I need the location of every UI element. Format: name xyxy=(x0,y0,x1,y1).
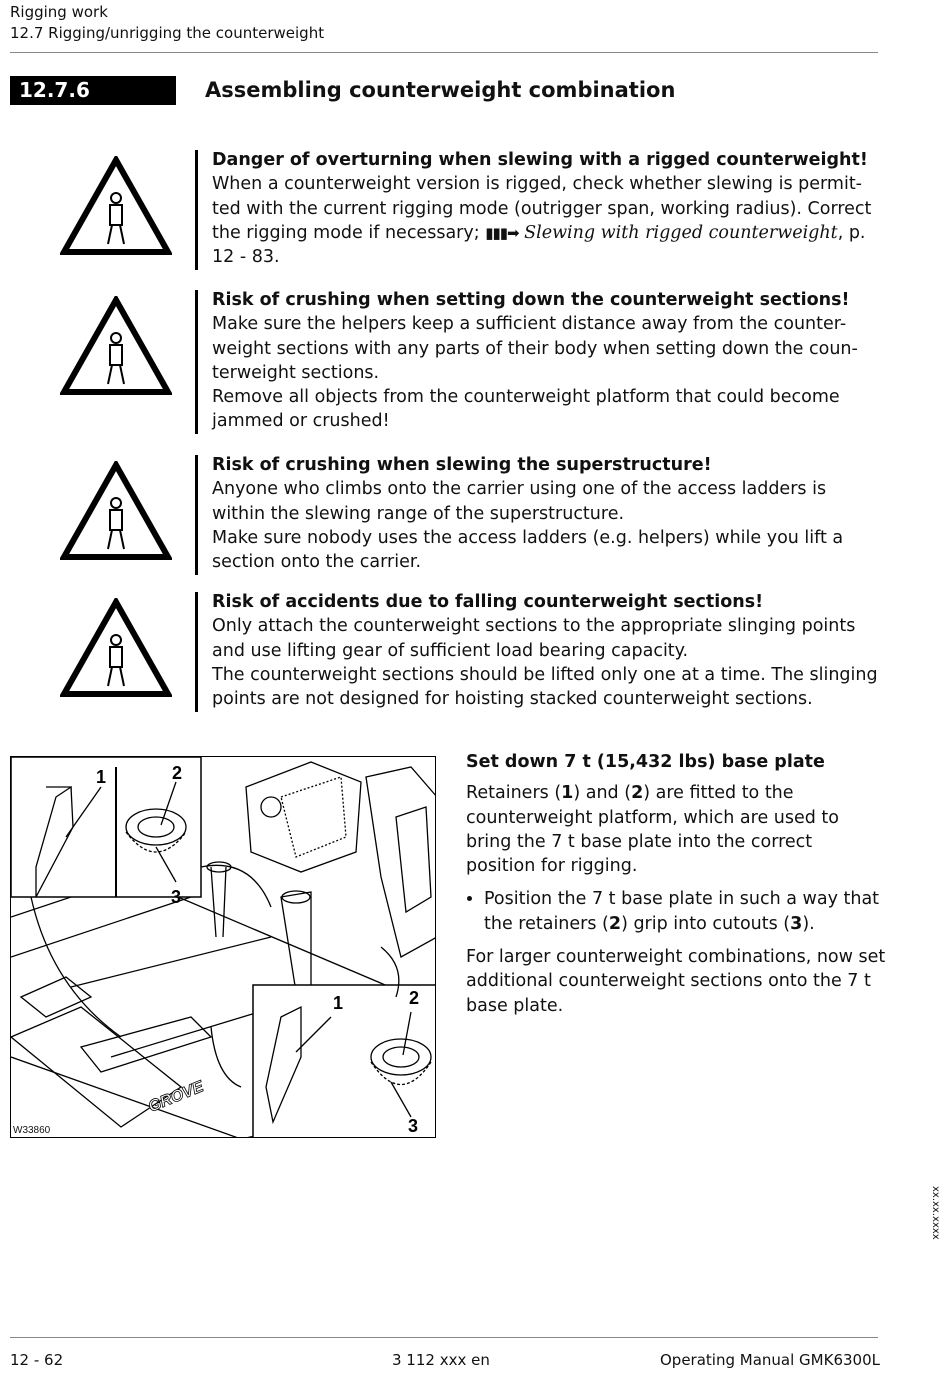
warning-person-icon xyxy=(60,296,172,396)
warning-bar xyxy=(195,290,198,434)
warning-text xyxy=(212,288,882,434)
warning-text xyxy=(212,148,882,269)
warning-text xyxy=(212,453,882,574)
section-number: 12.7.6 xyxy=(10,76,176,105)
warning-title: Risk of crushing when slewing the superstructure! xyxy=(212,455,712,475)
callout-3: 3 xyxy=(171,887,182,907)
callout-2-inset: 2 xyxy=(409,988,420,1008)
callout-1-inset: 1 xyxy=(333,993,344,1013)
instruction-panel xyxy=(466,750,886,1027)
footer-rule xyxy=(10,1337,878,1338)
section-title: Assembling counterweight combination xyxy=(205,78,676,102)
warning-body: Make sure the helpers keep a sufficient distance away from the counter-weight sections with any parts of their body when setting down the coun-terweight sections. xyxy=(212,314,858,383)
callout-3-inset: 3 xyxy=(408,1116,419,1136)
illustration-base-plate xyxy=(10,756,436,1138)
warning-body: When a counterweight version is rigged, check whether slewing is permit-ted with the current rigging mode (outrigger span, working radius). Correct the rigging mode if necessary; xyxy=(212,174,872,243)
header-rule xyxy=(10,52,878,53)
cross-reference-page: , p. 12 - 83. xyxy=(212,222,866,268)
warning-body-2: Make sure nobody uses the access ladders (e.g. helpers) while you lift a section onto the carrier. xyxy=(212,527,844,573)
header-section: 12.7 Rigging/unrigging the counterweight xyxy=(10,24,325,42)
warning-title: Danger of overturning when slewing with a rigged counterweight! xyxy=(212,150,868,170)
warning-bar xyxy=(195,150,198,270)
callout-2: 2 xyxy=(172,763,183,783)
cross-reference[interactable]: Slewing with rigged counterweight xyxy=(524,222,838,243)
warning-body: Anyone who climbs onto the carrier using one of the access ladders is within the slewing range of the superstructure. xyxy=(212,479,827,524)
warning-person-icon xyxy=(60,598,172,698)
crane-platform-drawing xyxy=(11,757,436,1138)
instruction-paragraph-2: For larger counterweight combinations, now set additional counterweight sections onto the 7 t base plate. xyxy=(466,947,886,1016)
warning-body-2: Remove all objects from the counterweight platform that could become jammed or crushed! xyxy=(212,387,840,432)
callout-1: 1 xyxy=(96,767,107,787)
header-chapter: Rigging work xyxy=(10,3,108,21)
footer-manual: Operating Manual GMK6300L xyxy=(660,1351,880,1369)
list-item: • Position the 7 t base plate in such a way that the retainers (2) grip into cutouts (3). xyxy=(484,887,886,936)
grove-logo: GROVE xyxy=(146,1078,207,1116)
warning-body: Only attach the counterweight sections to the appropriate slinging points and use lifting gear of sufficient load bearing capacity. xyxy=(212,616,856,661)
warning-title: Risk of crushing when setting down the counterweight sections! xyxy=(212,290,850,310)
instruction-heading: Set down 7 t (15,432 lbs) base plate xyxy=(466,752,825,772)
warning-title: Risk of accidents due to falling counterweight sections! xyxy=(212,592,764,612)
image-id: W33860 xyxy=(13,1125,51,1136)
footer-page: 12 - 62 xyxy=(10,1351,64,1369)
warning-bar xyxy=(195,455,198,575)
warning-person-icon xyxy=(60,156,172,256)
warning-person-icon xyxy=(60,461,172,561)
warning-text xyxy=(212,590,882,711)
margin-code: xx.xx.xxxx xyxy=(930,1186,941,1240)
warning-bar xyxy=(195,592,198,712)
instruction-paragraph: Retainers (1) and (2) are fitted to the counterweight platform, which are used to bring the 7 t base plate into the correct position for rigging. xyxy=(466,783,840,877)
cross-reference-arrow-icon: ▮▮▮➡ xyxy=(485,223,519,242)
warning-body-2: The counterweight sections should be lifted only one at a time. The slinging points are not designed for hoisting stacked counterweight sections. xyxy=(212,664,878,710)
footer-doc-number: 3 112 xxx en xyxy=(392,1351,490,1369)
instruction-list xyxy=(466,887,886,936)
